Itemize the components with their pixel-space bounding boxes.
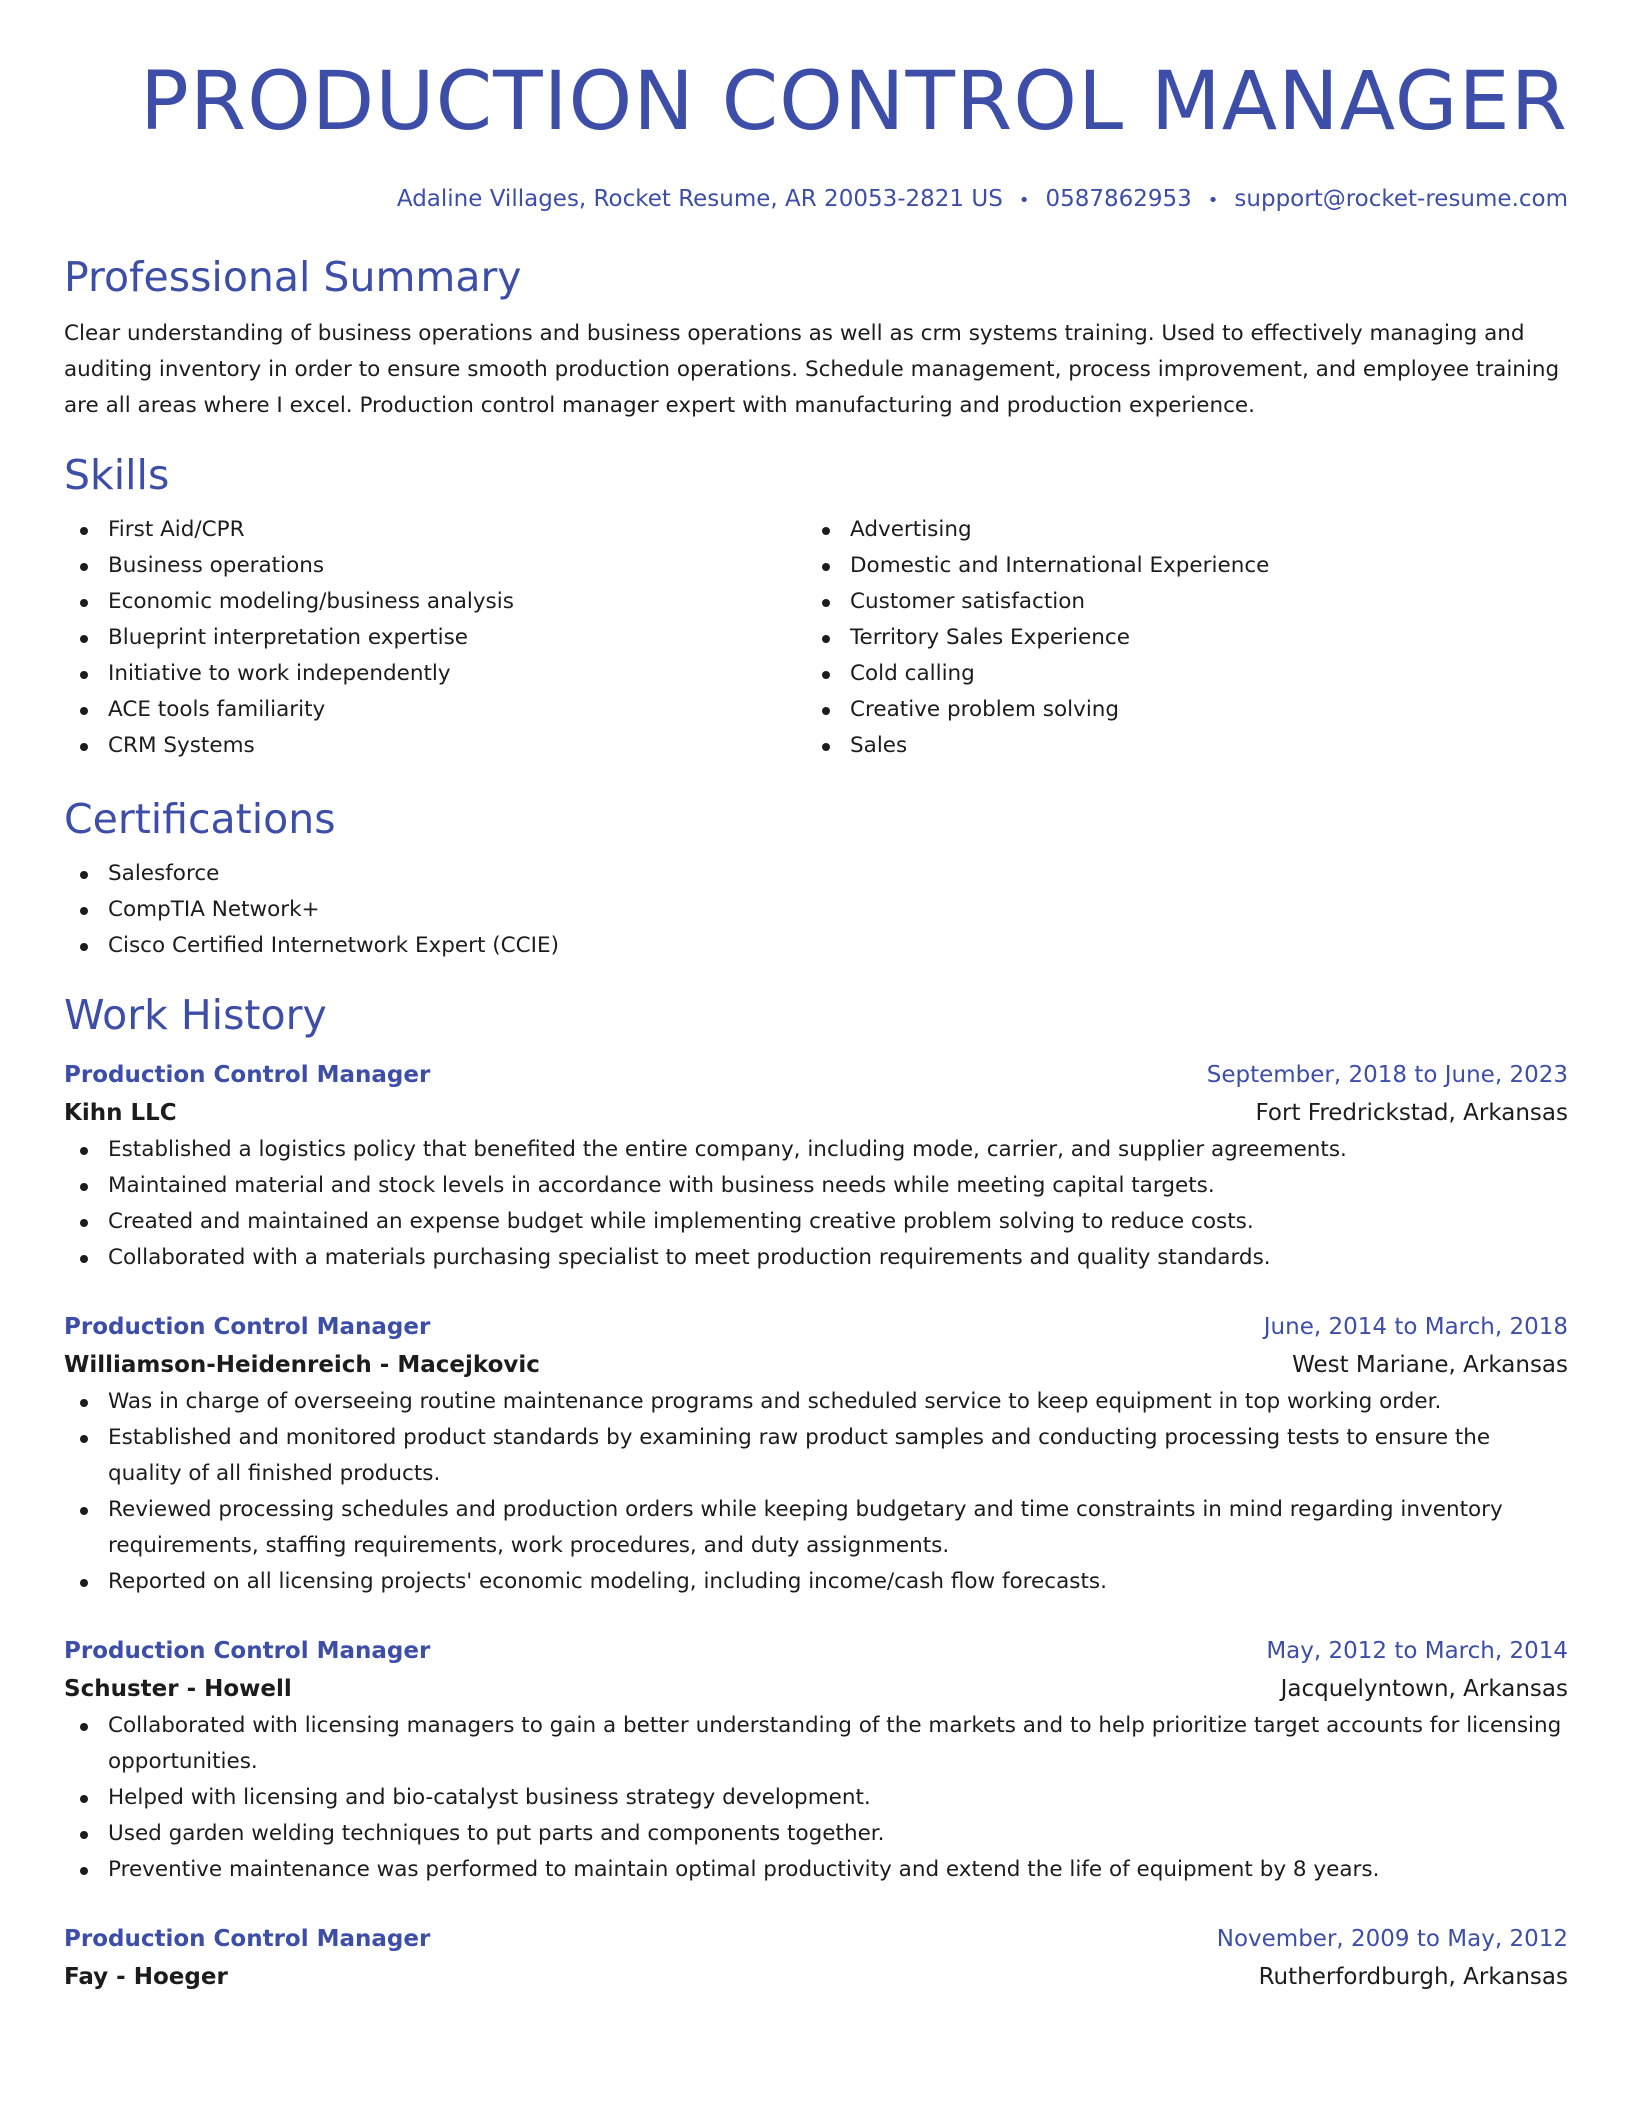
- contact-separator: •: [1018, 190, 1030, 211]
- contact-email: support@rocket-resume.com: [1234, 186, 1568, 212]
- job-bullet: Established a logistics policy that benefited the entire company, including mode, carrier, and supplier agreements.: [64, 1132, 1568, 1168]
- job-location: West Mariane, Arkansas: [1292, 1352, 1568, 1378]
- job-title: Production Control Manager: [64, 1314, 431, 1340]
- job-company-row: [64, 1346, 1568, 1384]
- work-history-title: Work History: [64, 991, 327, 1039]
- skills-list-left: [64, 512, 806, 764]
- contact-separator: •: [1207, 190, 1219, 211]
- certifications-section: [64, 794, 1568, 964]
- job-company: Kihn LLC: [64, 1100, 177, 1126]
- job-bullet: Helped with licensing and bio-catalyst business strategy development.: [64, 1780, 1568, 1816]
- job-header-row: [64, 1920, 1568, 1958]
- skill-item: Customer satisfaction: [806, 584, 1548, 620]
- job-company: Williamson-Heidenreich - Macejkovic: [64, 1352, 540, 1378]
- job-location: Rutherfordburgh, Arkansas: [1258, 1964, 1568, 1990]
- contact-line: [64, 184, 1568, 216]
- job-company: Schuster - Howell: [64, 1676, 292, 1702]
- job-entry: [64, 1920, 1568, 1996]
- job-bullet: Collaborated with licensing managers to gain a better understanding of the markets and to help prioritize target accounts for licensing opportunities.: [64, 1708, 1568, 1780]
- resume-page: [64, 0, 1568, 1996]
- job-bullet: Used garden welding techniques to put parts and components together.: [64, 1816, 1568, 1852]
- job-dates: June, 2014 to March, 2018: [1263, 1314, 1568, 1340]
- job-title: Production Control Manager: [64, 1062, 431, 1088]
- summary-section: [64, 252, 1568, 424]
- certifications-title: Certifications: [64, 795, 336, 843]
- job-dates: May, 2012 to March, 2014: [1266, 1638, 1568, 1664]
- job-bullet: Created and maintained an expense budget while implementing creative problem solving to reduce costs.: [64, 1204, 1568, 1240]
- job-company-row: [64, 1094, 1568, 1132]
- certification-item: CompTIA Network+: [64, 892, 1568, 928]
- job-bullet: Preventive maintenance was performed to maintain optimal productivity and extend the life of equipment by 8 years.: [64, 1852, 1568, 1888]
- resume-name: PRODUCTION CONTROL MANAGER: [140, 55, 1568, 149]
- job-company: Fay - Hoeger: [64, 1964, 228, 1990]
- skills-list-right: [806, 512, 1548, 764]
- job-bullet: Was in charge of overseeing routine maintenance programs and scheduled service to keep equipment in top working order.: [64, 1384, 1568, 1420]
- job-header-row: [64, 1632, 1568, 1670]
- skill-item: Advertising: [806, 512, 1548, 548]
- skill-item: Economic modeling/business analysis: [64, 584, 806, 620]
- skill-item: Initiative to work independently: [64, 656, 806, 692]
- contact-phone: 0587862953: [1045, 186, 1192, 212]
- job-entry: [64, 1056, 1568, 1276]
- job-title: Production Control Manager: [64, 1926, 431, 1952]
- job-bullet: Reported on all licensing projects' economic modeling, including income/cash flow forecasts.: [64, 1564, 1568, 1600]
- job-bullet: Collaborated with a materials purchasing specialist to meet production requirements and quality standards.: [64, 1240, 1568, 1276]
- job-dates: November, 2009 to May, 2012: [1216, 1926, 1568, 1952]
- job-bullets: [64, 1132, 1568, 1276]
- job-location: Jacquelyntown, Arkansas: [1280, 1676, 1568, 1702]
- job-company-row: [64, 1670, 1568, 1708]
- skill-item: Creative problem solving: [806, 692, 1548, 728]
- certification-item: Cisco Certified Internetwork Expert (CCIE): [64, 928, 1568, 964]
- skill-item: Business operations: [64, 548, 806, 584]
- job-header-row: [64, 1308, 1568, 1346]
- skill-item: Sales: [806, 728, 1548, 764]
- job-entry: [64, 1308, 1568, 1600]
- skill-item: Territory Sales Experience: [806, 620, 1548, 656]
- summary-title: Professional Summary: [64, 253, 522, 301]
- skills-grid: [64, 512, 1568, 764]
- job-title: Production Control Manager: [64, 1638, 431, 1664]
- job-company-row: [64, 1958, 1568, 1996]
- skills-title: Skills: [64, 451, 170, 499]
- skill-item: First Aid/CPR: [64, 512, 806, 548]
- work-history-section: [64, 990, 1568, 1996]
- job-bullet: Reviewed processing schedules and production orders while keeping budgetary and time constraints in mind regarding inventory requirements, staffing requirements, work procedures, and duty assignments.: [64, 1492, 1568, 1564]
- job-dates: September, 2018 to June, 2023: [1206, 1062, 1568, 1088]
- job-header-row: [64, 1056, 1568, 1094]
- job-bullets: [64, 1708, 1568, 1888]
- skills-section: [64, 450, 1568, 764]
- skill-item: CRM Systems: [64, 728, 806, 764]
- skill-item: ACE tools familiarity: [64, 692, 806, 728]
- job-bullets: [64, 1384, 1568, 1600]
- skill-item: Blueprint interpretation expertise: [64, 620, 806, 656]
- job-location: Fort Fredrickstad, Arkansas: [1255, 1100, 1568, 1126]
- summary-text: Clear understanding of business operations and business operations as well as crm systems training. Used to effectively managing and auditing inventory in order to ensure smooth production operations. Schedule management, process improvement, and employee training are all areas where I excel. Production control manager expert with manufacturing and production experience.: [64, 321, 1560, 418]
- certification-item: Salesforce: [64, 856, 1568, 892]
- skill-item: Cold calling: [806, 656, 1548, 692]
- contact-address: Adaline Villages, Rocket Resume, AR 20053-2821 US: [396, 186, 1003, 212]
- certifications-list: [64, 856, 1568, 964]
- job-bullet: Maintained material and stock levels in accordance with business needs while meeting capital targets.: [64, 1168, 1568, 1204]
- job-entry: [64, 1632, 1568, 1888]
- job-bullet: Established and monitored product standards by examining raw product samples and conducting processing tests to ensure the quality of all finished products.: [64, 1420, 1568, 1492]
- skill-item: Domestic and International Experience: [806, 548, 1548, 584]
